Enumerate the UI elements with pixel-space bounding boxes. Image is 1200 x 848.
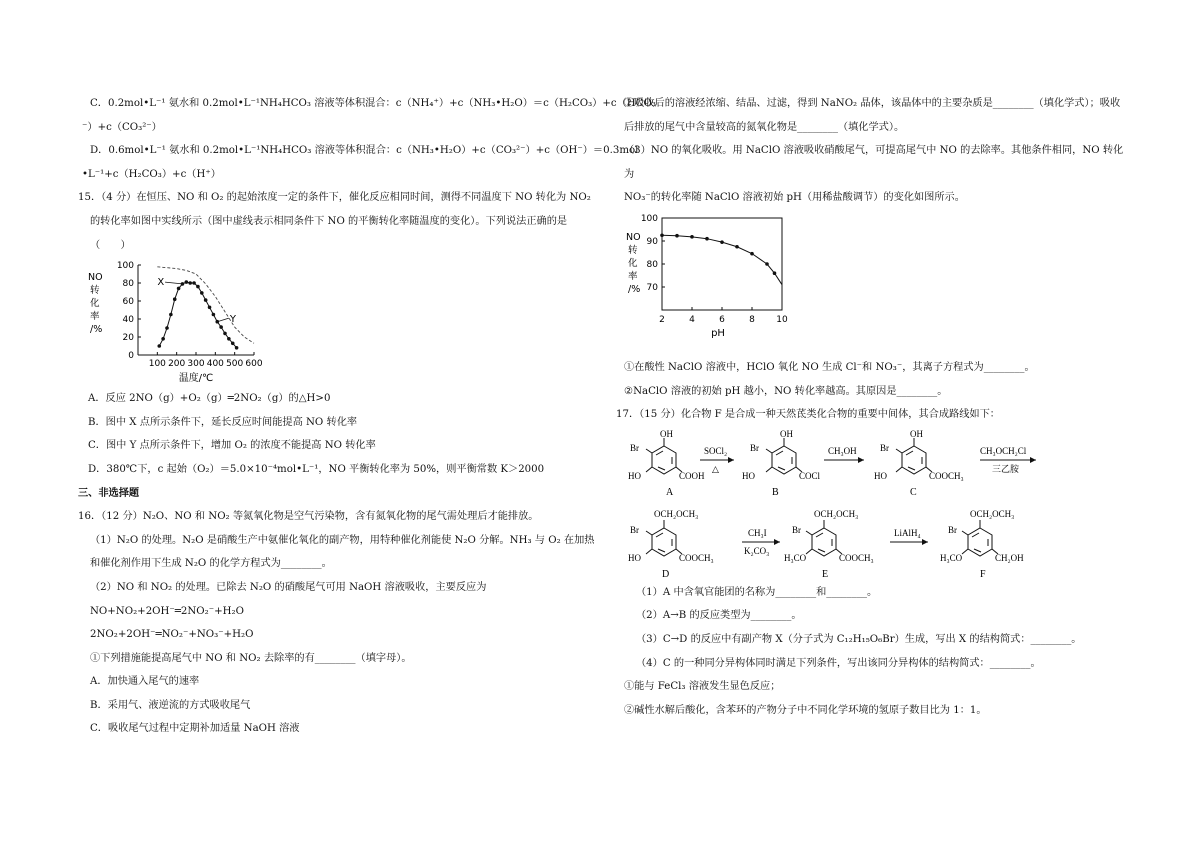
q17-sub3: （3）C→D 的反应中有副产物 X（分子式为 C₁₂H₁₅O₆Br）生成，写出 X 的结构简式：________。 [636,633,1082,645]
group-ho-c: HO [874,470,887,481]
group-br-a: Br [630,442,639,453]
q15-data-point [219,325,223,329]
q15-data-point [185,280,189,284]
q15-annotation-x: X [157,277,165,289]
group-ho-a: HO [628,470,641,481]
q16-figure [624,210,1124,356]
q15-data-point [212,313,216,317]
q17-condition-1: ①能与 FeCl₃ 溶液发生显色反应； [624,681,781,693]
q15-x-pointer [165,282,182,284]
q16-ylabel-5: /% [628,283,641,295]
q15-equilibrium-line [157,267,254,344]
q17-sub4: （4）C 的一种同分异构体同时满足下列条件，写出该同分异构体的结构简式：________。 [636,657,1041,669]
q15-y-tick-label: 20 [122,333,134,344]
q14-option-c-line2: ⁻）+c（CO₃²⁻） [82,121,162,133]
reagent-socl2: SOCl₂ [704,445,728,456]
q16-part1-line1: （1）N₂O 的处理。N₂O 是硝酸生产中氨催化氧化的副产物，用特种催化剂能使 N₂O 分解。NH₃ 与 O₂ 在加热 [90,534,595,546]
q16-data-point [675,234,679,238]
q15-option-a: A．反应 2NO（g）+O₂（g）═2NO₂（g）的△H>0 [88,393,331,405]
synthesis-scheme [624,427,1124,581]
q16-equation-2: 2NO₂+2OH⁻═NO₂⁻+NO₃⁻+H₂O [90,629,254,641]
group-br-d: Br [630,524,639,535]
q15-x-tick-label: 600 [245,359,263,370]
q15-data-point [192,281,196,285]
q16-x-tick-label: 8 [749,314,755,325]
arrow-a-b-head [728,457,734,463]
reagent-ch3och2cl: CH₃OCH₂Cl [980,445,1027,456]
q15-y-tick-label: 40 [122,315,134,326]
group-cooch3-d: COOCH₃ [679,552,714,563]
group-oh-c: OH [910,428,923,439]
q15-data-point [161,337,165,341]
group-oh-b: OH [780,428,793,439]
q15-figure [78,257,596,387]
reagent-heat: △ [712,463,719,474]
q15-ylabel-5: /% [90,324,103,336]
q16-x-axis-label: pH [711,327,725,339]
q16-data-point [735,245,739,249]
q17-stem: 17．（15 分）化合物 F 是合成一种天然茋类化合物的重要中间体，其合成路线如下： [616,409,1000,421]
q15-data-point [165,326,169,330]
q16-part1-line2: 和催化剂作用下生成 N₂O 的化学方程式为________。 [90,558,332,570]
q16-y-tick-label: 100 [640,213,658,224]
arrow-b-c-head [858,457,864,463]
q16-sub1: ①下列措施能提高尾气中 NO 和 NO₂ 去除率的有________（填字母）。 [90,652,412,664]
q15-data-point [227,337,231,341]
group-cooch3-e: COOCH₃ [839,552,874,563]
group-br-e: Br [792,524,801,535]
q16-y-tick-label: 70 [646,282,658,293]
q15-x-tick-label: 500 [226,359,244,370]
q15-annotation-y: Y [229,314,236,326]
q16-plot-frame [662,218,782,310]
q15-y-tick-label: 80 [122,279,134,290]
q16-ylabel-3: 化 [628,257,638,269]
q15-y-pointer [217,318,229,322]
q16-x-tick-label: 4 [689,314,695,325]
label-e: E [822,568,829,580]
q15-stem-line2: 的转化率如图中实线所示（图中虚线表示相同条件下 NO 的平衡转化率随温度的变化）。下列说法正确的是 [90,215,568,227]
arrow-c-d-head [1030,457,1036,463]
q17-sub2: （2）A→B 的反应类型为________。 [636,610,802,622]
q16-part3-line2: 为 [624,168,635,180]
group-ho-d: HO [628,552,641,563]
label-d: D [662,568,670,580]
compound-c [874,429,964,498]
q16-option-b: B．采用气、液逆流的方式吸收尾气 [90,699,251,711]
q16-x-tick-label: 6 [719,314,725,325]
q15-data-point [200,291,204,295]
q16-x-tick-label: 2 [659,314,665,325]
q15-option-d: D．380℃下，c 起始（O₂）＝5.0×10⁻⁴mol•L⁻¹，NO 平衡转化率为 50%，则平衡常数 K＞2000 [88,463,545,475]
q16-sub2-line2: 后排放的尾气中含量较高的氮氧化物是________（填化学式）。 [624,121,905,133]
q15-data-point [223,332,227,336]
label-b: B [772,486,779,498]
compound-b [742,429,821,498]
q16-data-point [765,262,769,266]
q15-x-tick-label: 400 [206,359,224,370]
q15-y-tick-label: 100 [116,261,134,272]
q15-data-point [235,346,239,350]
q15-option-c: C．图中 Y 点所示条件下，增加 O₂ 的浓度不能提高 NO 转化率 [88,440,376,452]
q16-chart [624,210,804,356]
group-mom-d: OCH₂OCH₃ [654,508,699,519]
label-c: C [910,486,917,498]
q16-data-point [773,271,777,275]
group-cooch3-c: COOCH₃ [929,470,964,481]
reagent-lialh4: LiAlH₄ [894,527,921,538]
q16-part3-line3: NO₃⁻的转化率随 NaClO 溶液初始 pH（用稀盐酸调节）的变化如图所示。 [624,192,965,204]
q16-y-tick-label: 90 [646,236,658,247]
group-ch2oh-f: CH₂OH [995,552,1024,563]
q16-data-point [720,240,724,244]
group-h3co-e: H₃CO [784,552,807,563]
group-oh-a: OH [660,428,673,439]
group-cooh-a: COOH [679,470,705,481]
q16-option-c: C．吸收尾气过程中定期补加适量 NaOH 溶液 [90,723,300,735]
section-heading: 三、非选择题 [78,486,140,499]
q15-x-tick-label: 200 [168,359,186,370]
group-br-c: Br [880,442,889,453]
q15-chart [78,257,278,387]
q15-data-point [208,306,212,310]
q15-stem-line1: 15．（4 分）在恒压、NO 和 O₂ 的起始浓度一定的条件下，催化反应相同时间，测得不同温度下 NO 转化为 NO₂ [78,192,591,204]
reagent-ch3oh: CH₃OH [828,445,857,456]
q15-x-tick-label: 300 [187,359,205,370]
q15-x-axis-label: 温度/℃ [178,373,214,385]
q16-stem: 16．（12 分）N₂O、NO 和 NO₂ 等氮氧化物是空气污染物，含有氮氧化物的尾气需处理后才能排放。 [78,511,539,523]
label-f: F [980,568,986,580]
group-ho-b: HO [742,470,755,481]
arrow-d-e-head [774,539,780,545]
q14-option-c-line1: C．0.2mol•L⁻¹ 氨水和 0.2mol•L⁻¹NH₄HCO₃ 溶液等体积混合：c（NH₄⁺）+c（NH₃•H₂O）＝c（H₂CO₃）+c（HCO₃ [90,98,656,109]
q15-y-tick-label: 60 [122,297,134,308]
group-br-b: Br [750,442,759,453]
compound-e [784,509,874,580]
group-h3co-f: H₃CO [940,552,963,563]
q16-sub3-2: ②NaClO 溶液的初始 pH 越小，NO 转化率越高。其原因是________。 [624,385,948,397]
q15-option-b: B．图中 X 点所示条件下，延长反应时间能提高 NO 转化率 [88,416,358,428]
q16-data-point [705,237,709,241]
reagent-k2co3: K₂CO₃ [744,545,770,556]
q17-sub1: （1）A 中含氧官能团的名称为________和________。 [636,586,878,598]
q16-data-point [660,233,664,237]
q17-condition-2: ②碱性水解后酸化，含苯环的产物分子中不同化学环境的氢原子数目比为 1：1。 [624,704,987,716]
q15-data-point [188,281,192,285]
compound-d [628,509,714,580]
right-column [616,92,1124,722]
q16-equation-1: NO+NO₂+2OH⁻═2NO₂⁻+H₂O [90,605,244,617]
q14-option-d-line2: •L⁻¹+c（H₂CO₃）+c（H⁺） [82,168,221,180]
q16-ylabel-4: 率 [628,270,638,282]
q16-data-point [690,235,694,239]
q16-x-tick-label: 10 [776,314,788,325]
q15-y-tick-label: 0 [128,351,134,362]
q15-data-point [177,287,181,291]
q15-data-point [173,298,177,302]
q15-ylabel-3: 化 [90,298,100,310]
group-cocl-b: COCl [799,470,821,481]
group-br-f: Br [948,524,957,535]
q14-option-d-line1: D．0.6mol•L⁻¹ 氨水和 0.2mol•L⁻¹NH₄HCO₃ 溶液等体积混合：c（NH₃•H₂O）+c（CO₃²⁻）+c（OH⁻）＝0.3mol [90,145,639,157]
q16-part3-line1: （3）NO 的氧化吸收。用 NaClO 溶液吸收硝酸尾气，可提高尾气中 NO 的去除率。其他条件相同，NO 转化 [624,145,1124,157]
q15-ylabel-2: 转 [90,285,100,297]
q15-data-point [157,344,161,348]
q15-ylabel-4: 率 [90,311,100,323]
q16-data-point [750,252,754,256]
reagent-triethylamine: 三乙胺 [992,463,1020,474]
q16-part2: （2）NO 和 NO₂ 的处理。已除去 N₂O 的硝酸尾气可用 NaOH 溶液吸收，主要反应为 [90,581,487,593]
q16-sub3-1: ①在酸性 NaClO 溶液中，HClO 氧化 NO 生成 Cl⁻和 NO₃⁻，其离子方程式为________。 [624,361,1035,373]
q15-data-point [204,298,208,302]
q16-sub2-line1: ②吸收后的溶液经浓缩、结晶、过滤，得到 NaNO₂ 晶体，该晶体中的主要杂质是________（填化学式）；吸收 [624,98,1121,109]
compound-a [628,429,705,498]
q15-stem-line3: （ ） [90,239,131,251]
q16-y-tick-label: 80 [646,259,658,270]
synthesis-scheme-drawing [624,427,1124,581]
q15-ylabel-1: NO [88,272,103,284]
arrow-e-f-head [922,539,928,545]
label-a: A [666,486,674,498]
group-mom-e: OCH₂OCH₃ [814,508,859,519]
q16-option-a: A．加快通入尾气的速率 [90,676,200,688]
q15-data-point [231,342,235,346]
compound-f [940,509,1024,580]
group-mom-f: OCH₂OCH₃ [970,508,1015,519]
q15-data-point [169,313,173,317]
q15-x-tick-label: 100 [148,359,166,370]
reagent-ch3i: CH₃I [748,527,767,538]
q16-ylabel-2: 转 [628,244,638,256]
q16-ylabel-1: NO [626,231,641,243]
q15-data-point [196,285,200,289]
